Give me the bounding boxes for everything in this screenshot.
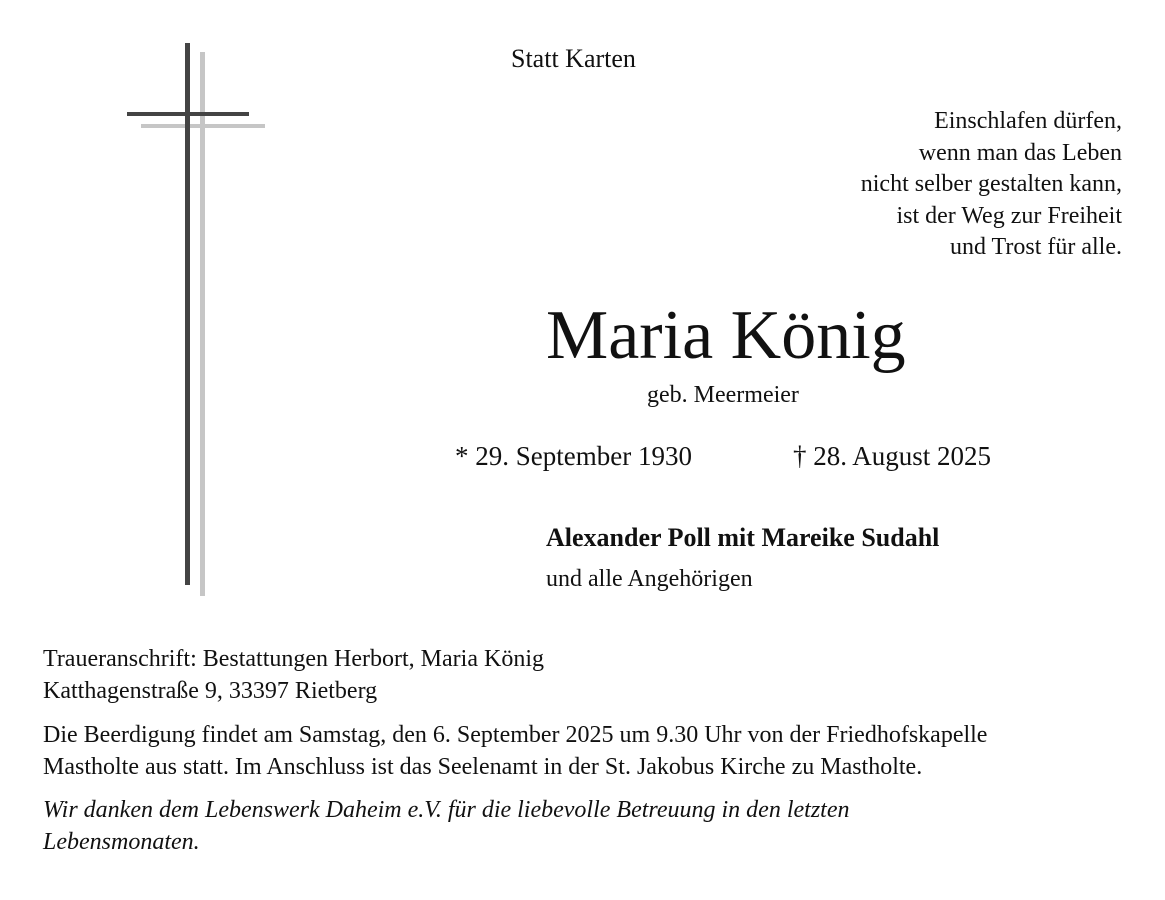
thanks-line: Wir danken dem Lebenswerk Daheim e.V. für die liebevolle Betreuung in den letzten xyxy=(43,797,850,823)
mourners-others: und alle Angehörigen xyxy=(546,566,753,592)
poem-line: nicht selber gestalten kann, xyxy=(860,171,1122,197)
funeral-line: Die Beerdigung findet am Samstag, den 6. September 2025 um 9.30 Uhr von der Friedhofskapelle xyxy=(43,722,988,748)
address-line: Traueranschrift: Bestattungen Herbort, Maria König xyxy=(43,646,544,672)
mourning-address xyxy=(43,643,544,707)
mourners-names: Alexander Poll mit Mareike Sudahl xyxy=(546,523,940,552)
funeral-info xyxy=(43,719,987,783)
thanks-note xyxy=(43,794,849,858)
poem-line: und Trost für alle. xyxy=(949,234,1122,260)
poem-line: ist der Weg zur Freiheit xyxy=(896,202,1122,229)
cross-dark-vertical-bar xyxy=(185,43,190,585)
deceased-name: Maria König xyxy=(546,297,906,374)
header-text: Statt Karten xyxy=(511,44,636,73)
poem-line: Einschlafen dürfen, xyxy=(934,108,1122,134)
poem xyxy=(861,106,1122,264)
death-date: † 28. August 2025 xyxy=(793,441,992,471)
thanks-line: Lebensmonaten. xyxy=(43,829,200,855)
cross-dark-horizontal-bar xyxy=(127,112,249,116)
cross-light-horizontal-bar xyxy=(141,124,265,128)
poem-line: wenn man das Leben xyxy=(918,139,1122,166)
cross-light-vertical-bar xyxy=(200,52,205,596)
birth-date: * 29. September 1930 xyxy=(455,441,692,471)
maiden-name: geb. Meermeier xyxy=(647,382,799,408)
funeral-line: Mastholte aus statt. Im Anschluss ist das Seelenamt in der St. Jakobus Kirche zu Mastholte. xyxy=(43,754,923,780)
address-line: Katthagenstraße 9, 33397 Rietberg xyxy=(43,678,378,704)
